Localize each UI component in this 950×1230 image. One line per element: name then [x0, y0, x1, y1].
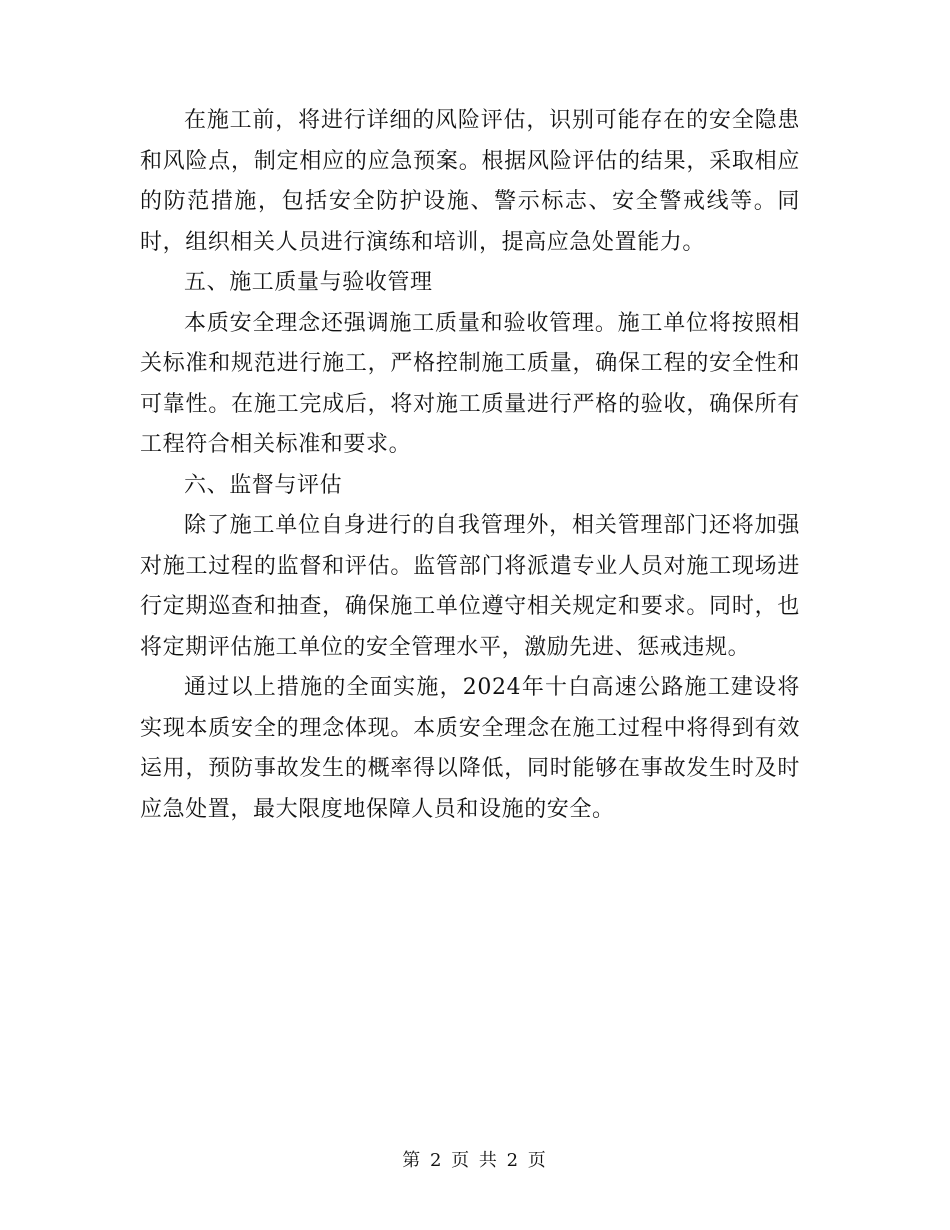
paragraph-quality-acceptance: 本质安全理念还强调施工质量和验收管理。施工单位将按照相关标准和规范进行施工，严格控制施工质量，确保工程的安全性和可靠性。在施工完成后，将对施工质量进行严格的验收，确保所有工程符合相关标准和要求。 [140, 310, 800, 457]
paragraph-conclusion: 通过以上措施的全面实施，2024年十白高速公路施工建设将实现本质安全的理念体现。本质安全理念在施工过程中将得到有效运用，预防事故发生的概率得以降低，同时能够在事故发生时及时应急处置，最大限度地保障人员和设施的安全。 [140, 675, 800, 822]
section-heading-supervision: 六、监督与评估 [184, 472, 343, 498]
paragraph-risk-assessment: 在施工前，将进行详细的风险评估，识别可能存在的安全隐患和风险点，制定相应的应急预案。根据风险评估的结果，采取相应的防范措施，包括安全防护设施、警示标志、安全警戒线等。同时，组织相关人员进行演练和培训，提高应急处置能力。 [140, 108, 800, 255]
section-heading-quality: 五、施工质量与验收管理 [184, 270, 433, 295]
paragraph-supervision: 除了施工单位自身进行的自我管理外，相关管理部门还将加强对施工过程的监督和评估。监管部门将派遣专业人员对施工现场进行定期巡查和抽查，确保施工单位遵守相关规定和要求。同时，也将定期评估施工单位的安全管理水平，激励先进、惩戒违规。 [140, 513, 800, 660]
page-number-footer: 第 2 页 共 2 页 [402, 1150, 548, 1171]
document-body [140, 101, 800, 830]
